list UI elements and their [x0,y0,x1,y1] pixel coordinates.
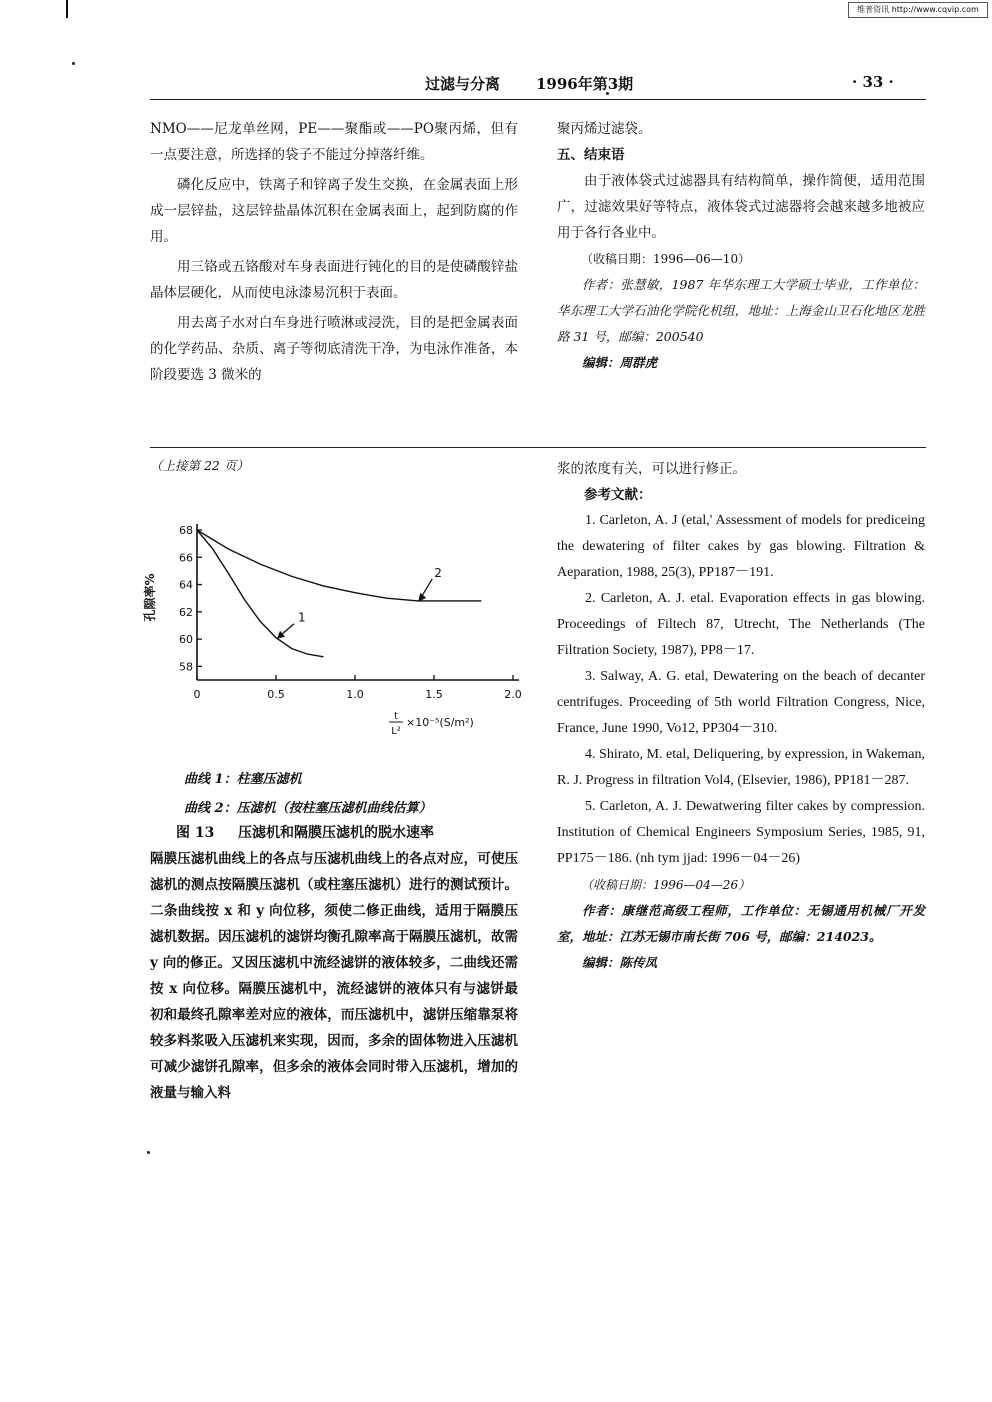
paragraph: 由于液体袋式过滤器具有结构简单，操作简便，适用范围广，过滤效果好等特点，液体袋式过滤器将会越来越多地被应用于各行各业中。 [557,173,925,241]
y-axis-label: 孔隙率% [143,573,157,622]
curve1-label: 1 [298,610,306,625]
editor-note: 编辑：周群虎 [582,355,658,370]
paragraph: 聚丙烯过滤袋。 [557,121,652,137]
scan-dot [72,62,75,65]
paragraph: 隔膜压滤机曲线上的各点与压滤机曲线上的各点对应，可使压滤机的测点按隔膜压滤机（或柱塞压滤机）进行的测试预计。二条曲线按 x 和 y 向位移，须使二修正曲线，适用于隔膜压滤机数据。因压滤机的滤饼均衡孔隙率高于隔膜压滤机，故需 y 向的修正。又因压滤机中流经滤饼的液体较多，二曲线还需按 x 向位移。隔膜压滤机中，流经滤饼的液体只有与滤饼最初和最终孔隙率差对应的液体，而压滤机中，滤饼压缩靠泵将较多料浆吸入压滤机来实现，因而，多余的固体物进入压滤机可减少滤饼孔隙率，但多余的液体会同时带入压滤机，增加的液量与输入料 [150,851,518,1101]
page-number: · 33 · [852,73,894,91]
reference-item: 1. Carleton, A. J (etal,' Assessment of models for prediceing the dewatering of filter cakes by gas blowing. Filtration & Aeparation, 1988, 25(3), PP187－191. [557,513,925,580]
figure-number: 图 13 [176,825,215,841]
series-line-1 [197,530,323,657]
x-tick-label: 1.5 [425,688,443,701]
editor-note: 编辑：陈传凤 [582,955,658,970]
scan-dot [147,1151,150,1154]
section-heading: 五、结束语 [557,147,625,163]
x-axis-label-numerator: t [394,711,398,722]
journal-name: 过滤与分离 [425,75,501,93]
paragraph: 用三铬或五铬酸对车身表面进行钝化的目的是使磷酸锌盐晶体层硬化，从而使电泳漆易沉积于表面。 [150,259,518,301]
top-left-column [150,116,518,388]
reference-item: 5. Carleton, A. J. Dewatwering filter cakes by compression. Institution of Chemical Engineers Symposium Series, 1985, 91, PP175－186. (nh tym jjad: 1996－04－26) [557,799,925,866]
curve1-legend: 曲线 1：柱塞压滤机 [184,772,302,787]
x-tick-label: 0.5 [267,688,285,701]
reference-item: 4. Shirato, M. etal, Deliquering, by expression, in Wakeman, R. J. Progress in filtration Vol4, (Elsevier, 1986), PP181－287. [557,747,925,788]
porosity-chart [140,510,530,750]
bottom-left-column [150,846,518,1106]
references-heading: 参考文献： [584,487,652,503]
curve2-legend: 曲线 2：压滤机（按柱塞压滤机曲线估算） [184,801,432,816]
reference-item: 3. Salway, A. G. etal, Dewatering on the beach of decanter centrifuges. Proceeding of 5th world Filtration Congress, Nice, France, June 1990, Vo12, PP304－310. [557,669,925,736]
paragraph: 用去离子水对白车身进行喷淋或浸洗，目的是把金属表面的化学药品、杂质、离子等彻底清洗干净，为电泳作准备，本阶段要选 3 微米的 [150,315,518,383]
header-rule [150,99,926,100]
y-tick-label: 58 [179,660,193,674]
journal-issue: 1996年第3期 [536,75,634,93]
paragraph: NMO——尼龙单丝网，PE——聚酯或——PO聚丙烯，但有一点要注意，所选择的袋子不能过分掉落纤维。 [150,121,518,163]
curve2-label: 2 [434,565,442,580]
x-axis-label-denominator: L² [391,726,401,737]
y-tick-label: 68 [179,524,193,537]
top-right-column [557,116,925,376]
paragraph: 浆的浓度有关，可以进行修正。 [557,461,746,477]
bottom-right-column [557,456,925,976]
y-tick-label: 62 [179,605,193,619]
author-note: 作者：康继范高级工程师，工作单位：无锡通用机械厂开发室，地址：江苏无锡市南长街 706 号，邮编：214023。 [557,903,925,944]
x-tick-label: 1.0 [346,688,364,701]
reference-item: 2. Carleton, A. J. etal. Evaporation effects in gas blowing. Proceedings of Filtech 87, Utrecht, The Netherlands (The Filtration Society, 1987), PP8－17. [557,591,925,658]
y-tick-label: 60 [179,633,193,647]
watermark: 维普资讯 http://www.cqvip.com [848,2,988,18]
received-date: （收稿日期：1996—06—10） [581,252,751,266]
x-axis-label-units: ×10⁻⁵(S/m²) [406,716,474,729]
x-tick-label: 0 [193,688,201,701]
paragraph: 磷化反应中，铁离子和锌离子发生交换，在金属表面上形成一层锌盐，这层锌盐晶体沉积在金属表面上，起到防腐的作用。 [150,177,518,245]
section-rule [150,447,926,448]
y-tick-label: 66 [179,551,193,565]
continued-note: （上接第 22 页） [150,458,249,473]
scan-margin-mark [66,0,68,18]
reference-list [557,508,925,872]
received-date: （收稿日期：1996—04—26） [581,878,751,892]
y-tick-label: 64 [179,578,193,592]
figure-caption: 压滤机和隔膜压滤机的脱水速率 [238,825,434,841]
author-note: 作者：张慧敏，1987 年华东理工大学硕士毕业，工作单位：华东理工大学石油化学院化机组，地址：上海金山卫石化地区龙胜路 31 号，邮编：200540 [557,277,925,344]
x-tick-label: 2.0 [504,688,522,701]
